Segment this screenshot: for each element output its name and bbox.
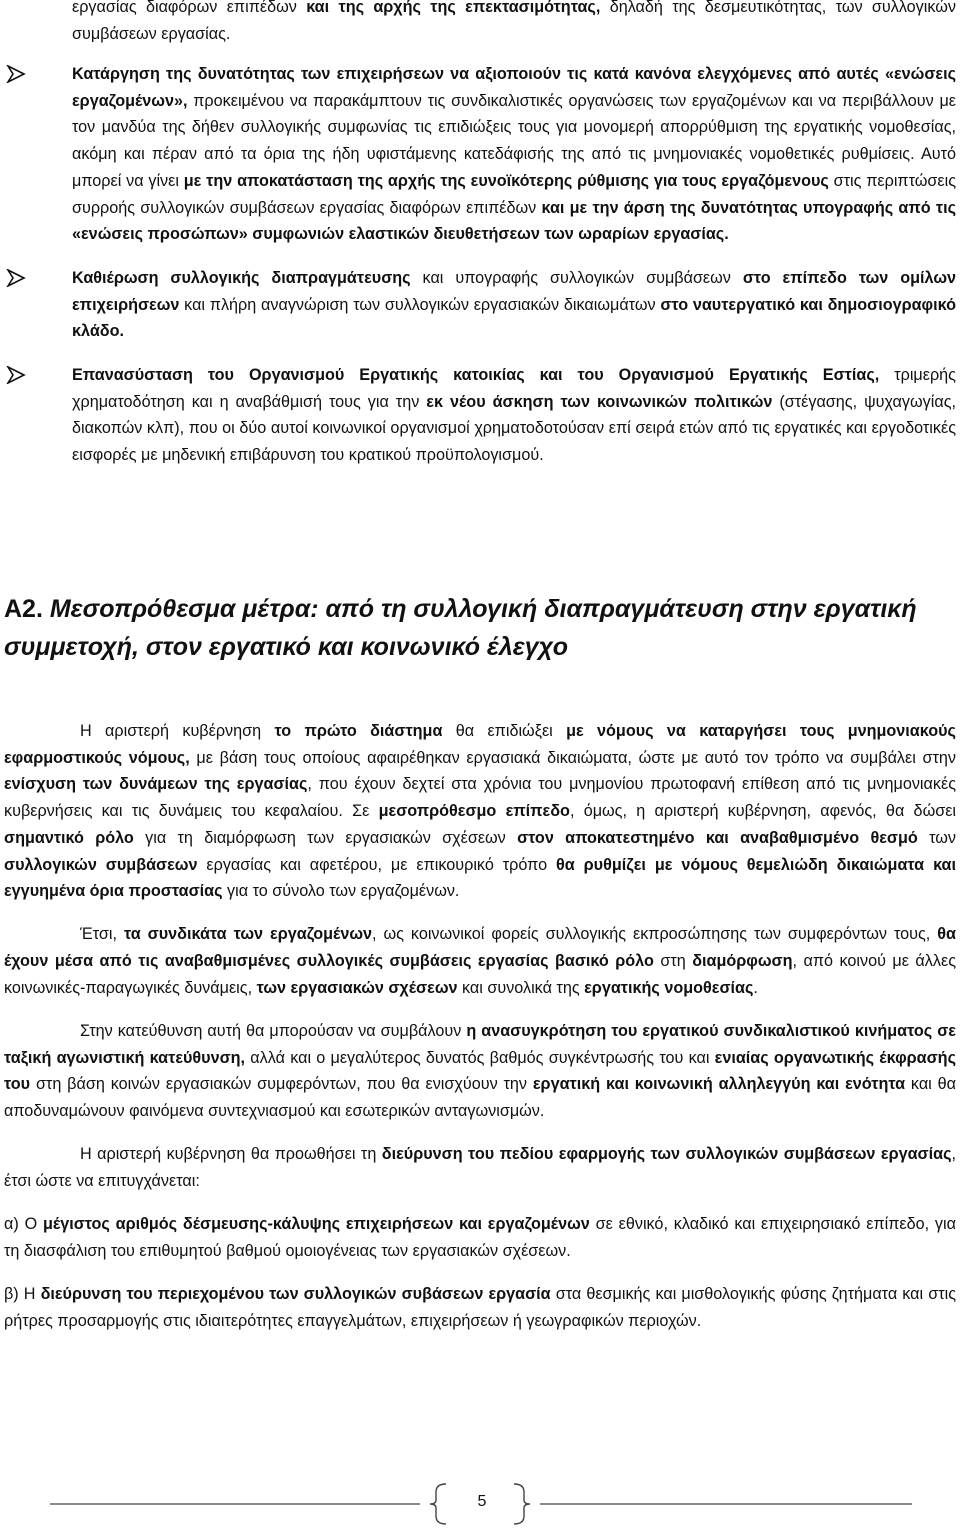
paragraph-5: α) Ο μέγιστος αριθμός δέσμευσης-κάλυψης επιχειρήσεων και εργαζομένων σε εθνικό, κλαδικό και επιχειρησιακό επίπεδο, για τη διασφάλιση του επιθυμητού βαθμού ομοιογένειας των εργασιακών σχέσεων. [4, 1215, 956, 1260]
page-number: 5 [477, 1493, 487, 1510]
arrow-bullet-icon [6, 65, 26, 83]
body-text [4, 718, 956, 1351]
page-footer [0, 1480, 960, 1528]
paragraph-3: Στην κατεύθυνση αυτή θα μπορούσαν να συμβάλουν η ανασυγκρότηση του εργατικού συνδικαλιστικού κινήματος σε ταξική αγωνιστική κατεύθυνση, αλλά και ο μεγαλύτερος δυνατός βαθμός συγκέντρωσής του και ενιαίας οργανωτικής έκφρασής του στη βάση κοινών εργασιακών συμφερόντων, που θα ενισχύουν την εργατική και κοινωνική αλληλεγγύη και ενότητα και θα αποδυναμώνουν φαινόμενα συντεχνιασμού και εσωτερικών ανταγωνισμών. [4, 1022, 956, 1121]
arrow-bullet-icon [6, 366, 26, 384]
bullet-list [0, 61, 956, 486]
bullet-item: Καθιέρωση συλλογικής διαπραγμάτευσης και υπογραφής συλλογικών συμβάσεων στο επίπεδο των ομίλων επιχειρήσεων και πλήρη αναγνώριση των συλλογικών εργασιακών δικαιωμάτων στο ναυτεργατικό και δημοσιογραφικό κλάδο. [0, 265, 956, 345]
section-heading: Α2. Μεσοπρόθεσμα μέτρα: από τη συλλογική διαπραγμάτευση στην εργατική συμμετοχή, στον εργατικό και κοινωνικό έλεγχο [4, 595, 917, 661]
paragraph-1: Η αριστερή κυβέρνηση το πρώτο διάστημα θα επιδιώξει με νόμους να καταργήσει τους μνημονιακούς εφαρμοστικούς νόμους, με βάση τους οποίους αφαιρέθηκαν εργασιακά δικαιώματα, ώστε με αυτό τον τρόπο να συμβάλει στην ενίσχυση των δυνάμεων της εργασίας, που έχουν δεχτεί στα χρόνια του μνημονίου πρωτοφανή επίθεση από τις μνημονιακές κυβερνήσεις και τις δυνάμεις του κεφαλαίου. Σε μεσοπρόθεσμο επίπεδο, όμως, η αριστερή κυβέρνηση, αφενός, θα δώσει σημαντικό ρόλο για τη διαμόρφωση των εργασιακών σχέσεων στον αποκατεστημένο και αναβαθμισμένο θεσμό των συλλογικών συμβάσεων εργασίας και αφετέρου, με επικουρικό τρόπο θα ρυθμίζει με νόμους θεμελιώδη δικαιώματα και εγγυημένα όρια προστασίας για το σύνολο των εργαζομένων. [4, 722, 957, 901]
bullet-item: Επανασύσταση του Οργανισμού Εργατικής κατοικίας και του Οργανισμού Εργατικής Εστίας, τριμερής χρηματοδότηση και η αναβάθμισή τους για την εκ νέου άσκηση των κοινωνικών πολιτικών (στέγασης, ψυχαγωγίας, διακοπών κλπ), που οι δύο αυτοί κοινωνικοί οργανισμοί χρηματοδοτούσαν επί σειρά ετών από τις εργατικές και εργοδοτικές εισφορές με μηδενική επιβάρυνση του κρατικού προϋπολογισμού. [0, 362, 956, 469]
bullet-item: Κατάργηση της δυνατότητας των επιχειρήσεων να αξιοποιούν τις κατά κανόνα ελεγχόμενες από αυτές «ενώσεις εργαζομένων», προκειμένου να παρακάμπτουν τις συνδικαλιστικές οργανώσεις των εργαζομένων και να περιβάλλουν με τον μανδύα της δήθεν συλλογικής συμφωνίας τις επιδιώξεις τους για μονομερή απορρύθμιση της εργατικής νομοθεσίας, ακόμη και πέραν από τα όρια της ήδη υφιστάμενης κατεδάφισής της από τις μνημονιακές νομοθετικές ρυθμίσεις. Αυτό μπορεί να γίνει με την αποκατάσταση της αρχής της ευνοϊκότερης ρύθμισης για τους εργαζόμενους στις περιπτώσεις συρροής συλλογικών συμβάσεων εργασίας διαφόρων επιπέδων και με την άρση της δυνατότητας υπογραφής από τις «ενώσεις προσώπων» συμφωνιών ελαστικών διευθετήσεων των ωραρίων εργασίας. [0, 61, 956, 248]
paragraph-2: Έτσι, τα συνδικάτα των εργαζομένων, ως κοινωνικοί φορείς συλλογικής εκπροσώπησης των συμφερόντων τους, θα έχουν μέσα από τις αναβαθμισμένες συλλογικές συμβάσεις εργασίας βασικό ρόλο στη διαμόρφωση, από κοινού με άλλες κοινωνικές-παραγωγικές δυνάμεις, των εργασιακών σχέσεων και συνολικά της εργατικής νομοθεσίας. [4, 925, 956, 997]
paragraph-6: β) Η διεύρυνση του περιεχομένου των συλλογικών συβάσεων εργασία στα θεσμικής και μισθολογικής φύσης ζητήματα και στις ρήτρες προσαρμογής στις ιδιαιτερότητες επαγγελμάτων, επιχειρήσεων ή γεωγραφικών περιοχών. [4, 1285, 956, 1330]
paragraph-4: Η αριστερή κυβέρνηση θα προωθήσει τη διεύρυνση του πεδίου εφαρμογής των συλλογικών συμβάσεων εργασίας, έτσι ώστε να επιτυγχάνεται: [4, 1145, 956, 1191]
intro-paragraph: εργασίας διαφόρων επιπέδων και της αρχής της επεκτασιμότητας, δηλαδή της δεσμευτικότητας, των συλλογικών συμβάσεων εργασίας. [72, 0, 956, 43]
arrow-bullet-icon [6, 269, 26, 287]
